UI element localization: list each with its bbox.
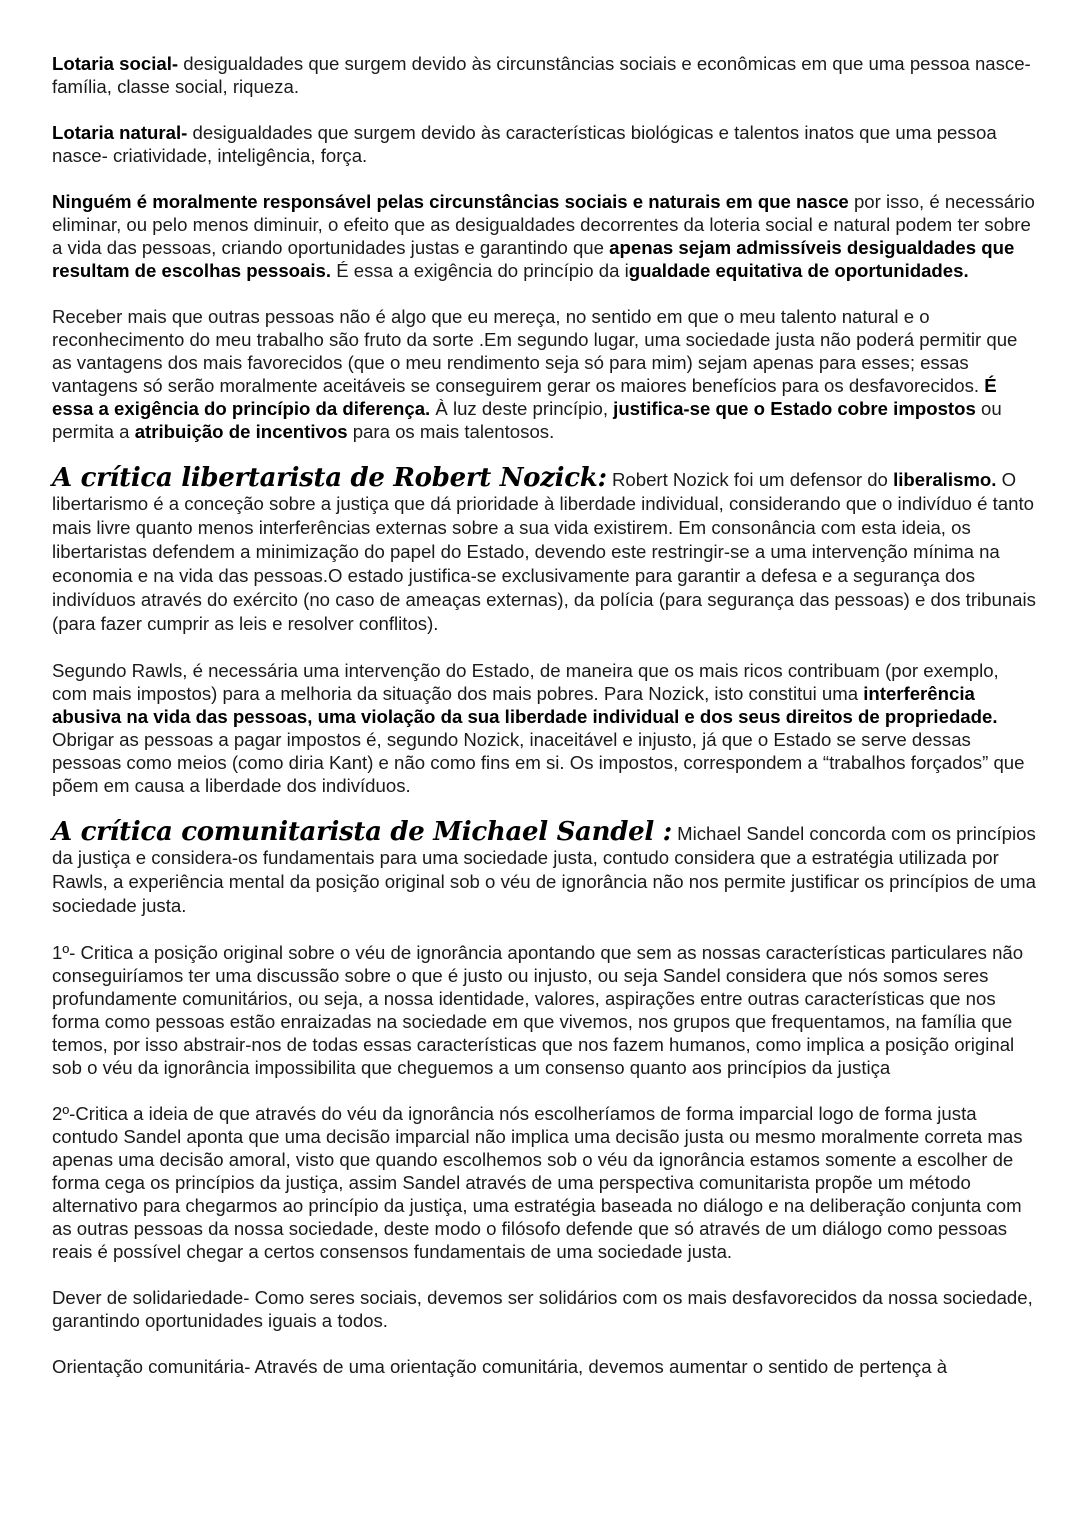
section-heading-nozick: A crítica libertarista de Robert Nozick: [52, 463, 607, 493]
section-heading-sandel: A crítica comunitarista de Michael Sandel : [52, 817, 672, 847]
paragraph-text: para os mais talentosos. [347, 421, 555, 442]
document-page [52, 52, 1037, 1378]
bold-text: atribuição de incentivos [134, 421, 348, 442]
paragraph-sandel-intro [52, 817, 1037, 918]
paragraph-nozick-intro [52, 463, 1037, 636]
term-lotaria-social: Lotaria social- [52, 53, 179, 74]
paragraph-nozick-impostos [52, 659, 1037, 797]
paragraph-text: Receber mais que outras pessoas não é algo que eu mereça, no sentido em que o meu talento natural e o reconhecimento do meu trabalho são fruto da sorte .Em segundo lugar, uma sociedade justa não poderá permitir que as vantagens dos mais favorecidos (que o meu rendimento seja só para mim) sejam apenas para esses; essas vantagens só serão moralmente aceitáveis se conseguirem gerar os maiores benefícios para os desfavorecidos. [52, 306, 1018, 396]
bold-text: Ninguém é moralmente responsável pelas circunstâncias sociais e naturais em que nasce [52, 191, 849, 212]
paragraph-igualdade-oportunidades [52, 190, 1037, 282]
paragraph-text: O libertarismo é a conceção sobre a justiça que dá prioridade à liberdade individual, considerando que o indivíduo é tanto mais livre quanto menos interferências externas sobre a sua vida existirem. Em consonância com esta ideia, os libertaristas defendem a minimização do papel do Estado, devendo este restringir-se a uma intervenção mínima na economia e na vida das pessoas.O estado justifica-se exclusivamente para garantir a defesa e a segurança dos indivíduos através do exército (no caso de ameaças externas), da polícia (para segurança das pessoas) e dos tribunais (para fazer cumprir as leis e resolver conflitos). [52, 469, 1036, 634]
paragraph-text: Segundo Rawls, é necessária uma intervenção do Estado, de maneira que os mais ricos contribuam (por exemplo, com mais impostos) para a melhoria da situação dos mais pobres. Para Nozick, isto constitui uma [52, 660, 999, 704]
bold-text: gualdade equitativa de oportunidades. [628, 260, 969, 281]
bold-text: apenas sejam admissíveis desigualdades que resultam de escolhas pessoais. [52, 237, 1015, 281]
paragraph-text: Michael Sandel concorda com os princípios da justiça e considera-os fundamentais para uma sociedade justa, contudo considera que a estratégia utilizada por Rawls, a experiência mental da posição original sob o véu de ignorância não nos permite justificar os princípios de uma sociedade justa. [52, 823, 1036, 916]
paragraph-orientacao-comunitaria: Orientação comunitária- Através de uma orientação comunitária, devemos aumentar o sentido de pertença à [52, 1356, 948, 1377]
paragraph-text: ou permita a [52, 398, 1002, 442]
paragraph-text: por isso, é necessário eliminar, ou pelo menos diminuir, o efeito que as desigualdades decorrentes da loteria social e natural podem ter sobre a vida das pessoas, criando oportunidades justas e garantindo que [52, 191, 1035, 258]
term-lotaria-natural: Lotaria natural- [52, 122, 188, 143]
paragraph-text: À luz deste princípio, [430, 398, 614, 419]
paragraph-text: desigualdades que surgem devido às características biológicas e talentos inatos que uma pessoa nasce- criatividade, inteligência, força. [52, 122, 997, 166]
bold-text: liberalismo. [893, 469, 997, 490]
section-nozick [52, 463, 1037, 797]
bold-text: É essa a exigência do princípio da diferença. [52, 375, 997, 419]
paragraph-text: Robert Nozick foi um defensor do [606, 469, 894, 490]
paragraph-dever-solidariedade: Dever de solidariedade- Como seres sociais, devemos ser solidários com os mais desfavorecidos da nossa sociedade, garantindo oportunidades iguais a todos. [52, 1287, 1033, 1331]
bold-text: interferência abusiva na vida das pessoas, uma violação da sua liberdade individual e dos seus direitos de propriedade. [52, 683, 998, 727]
paragraph-critica-2: 2º-Critica a ideia de que através do véu da ignorância nós escolheríamos de forma imparcial logo de forma justa contudo Sandel aponta que uma decisão imparcial não implica uma decisão justa ou mesmo moralmente correta mas apenas uma decisão amoral, visto que quando escolhemos sob o véu da ignorância estamos somente a escolher de forma cega os princípios da justiça, assim Sandel através de uma perspectiva comunitarista propõe um método alternativo para chegarmos ao princípio da justiça, uma estratégia baseada no diálogo e na deliberação conjunta com as outras pessoas da nossa sociedade, deste modo o filósofo defende que só através de um diálogo como pessoas reais é possível chegar a certos consensos fundamentais de uma sociedade justa. [52, 1103, 1023, 1262]
paragraph-text: desigualdades que surgem devido às circunstâncias sociais e econômicas em que uma pessoa nasce- família, classe social, riqueza. [52, 53, 1031, 97]
section-sandel [52, 817, 1037, 1378]
paragraph-critica-1: 1º- Critica a posição original sobre o véu de ignorância apontando que sem as nossas características particulares não conseguiríamos ter uma discussão sobre o que é justo ou injusto, ou seja Sandel considera que nós somos seres profundamente comunitários, ou seja, a nossa identidade, valores, aspirações entre outras características que nos forma como pessoas estão enraizadas na sociedade em que vivemos, nos grupos que frequentamos, na família que temos, por isso abstrair-nos de todas essas características que nos fazem humanos, como implica a posição original sob o véu da ignorância impossibilita que cheguemos a um consenso quanto aos princípios da justiça [52, 942, 1024, 1078]
paragraph-lotaria-social [52, 52, 1037, 98]
paragraph-text: É essa a exigência do princípio da i [331, 260, 629, 281]
bold-text: justifica-se que o Estado cobre impostos [613, 398, 976, 419]
paragraph-lotaria-natural [52, 121, 1037, 167]
paragraph-text: Obrigar as pessoas a pagar impostos é, segundo Nozick, inaceitável e injusto, já que o Estado se serve dessas pessoas como meios (como diria Kant) e não como fins em si. Os impostos, correspondem a “trabalhos forçados” que põem em causa a liberdade dos indivíduos. [52, 729, 1025, 796]
paragraph-principio-diferenca [52, 305, 1037, 443]
